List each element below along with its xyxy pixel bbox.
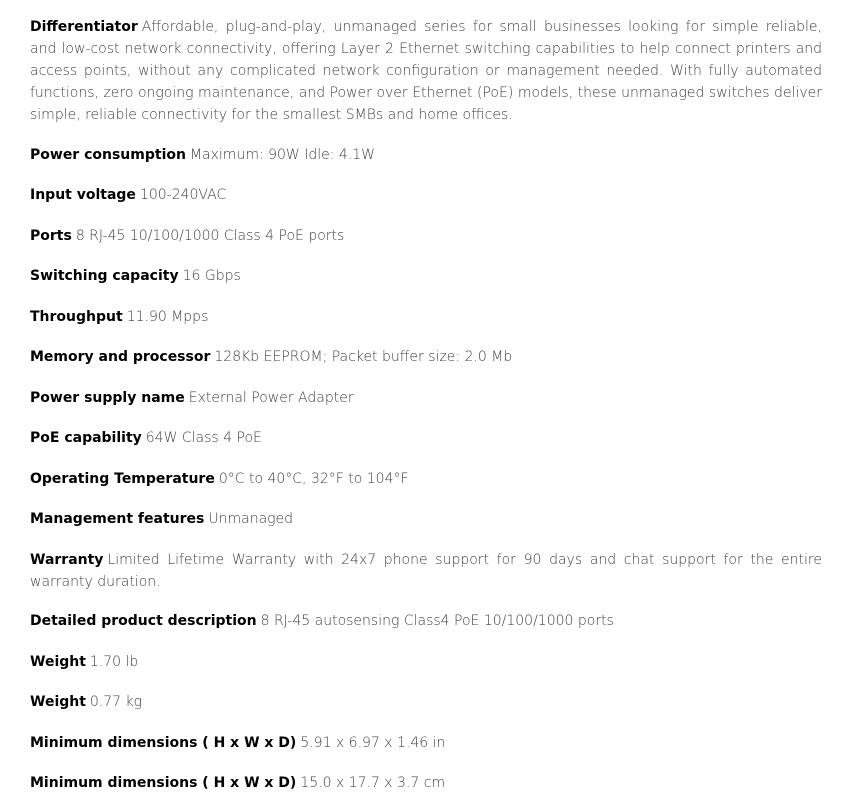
spec-dimensions-in <box>30 732 822 754</box>
spec-dimensions-cm <box>30 772 822 794</box>
spec-label: Weight <box>30 694 86 710</box>
spec-label: Operating Temperature <box>30 470 215 487</box>
spec-label: Power supply name <box>30 389 185 406</box>
spec-value: 0°C to 40°C, 32°F to 104°F <box>218 470 409 487</box>
spec-value: 8 RJ-45 10/100/1000 Class 4 PoE ports <box>75 227 345 244</box>
spec-value: 64W Class 4 PoE <box>145 430 262 446</box>
spec-detailed-product-description <box>30 610 822 632</box>
spec-power-supply-name <box>30 387 822 409</box>
spec-label: Throughput <box>30 308 123 325</box>
spec-value: Unmanaged <box>208 511 294 527</box>
spec-label: Differentiator <box>30 19 138 35</box>
spec-throughput <box>30 306 822 328</box>
spec-value: 128Kb EEPROM; Packet buffer size: 2.0 Mb <box>214 349 513 365</box>
spec-value: 16 Gbps <box>182 268 241 284</box>
spec-ports <box>30 225 822 247</box>
spec-warranty <box>30 549 822 593</box>
spec-label: Management features <box>30 511 205 527</box>
spec-weight-kg <box>30 691 822 713</box>
spec-operating-temperature <box>30 468 822 490</box>
spec-management-features <box>30 508 822 530</box>
spec-poe-capability <box>30 427 822 449</box>
spec-memory-and-processor <box>30 346 822 368</box>
spec-value: 5.91 x 6.97 x 1.46 in <box>300 734 446 751</box>
spec-value: External Power Adapter <box>188 389 354 406</box>
spec-label: Minimum dimensions ( H x W x D) <box>30 775 297 791</box>
spec-switching-capacity <box>30 265 822 287</box>
spec-label: Warranty <box>30 551 104 568</box>
spec-weight-lb <box>30 651 822 673</box>
spec-value: 100-240VAC <box>139 187 227 203</box>
spec-list <box>30 16 822 794</box>
spec-value: Maximum: 90W Idle: 4.1W <box>189 146 376 163</box>
spec-label: Weight <box>30 653 86 670</box>
spec-label: Ports <box>30 227 72 244</box>
spec-value: 11.90 Mpps <box>126 308 209 325</box>
spec-label: Minimum dimensions ( H x W x D) <box>30 734 297 751</box>
spec-value: Affordable, plug-and-play, unmanaged series for small businesses looking for simple reliable, and low-cost network connectivity, offering Layer 2 Ethernet switching capabilities to help connect printers and access points, without any complicated network configuration or management needed. With fully automated functions, zero ongoing maintenance, and Power over Ethernet (PoE) models, these unmanaged switches deliver simple, reliable connectivity for the smallest SMBs and home offices. <box>30 19 822 123</box>
spec-label: Input voltage <box>30 187 136 203</box>
spec-value: 0.77 kg <box>89 694 143 710</box>
spec-power-consumption <box>30 144 822 166</box>
spec-value: 15.0 x 17.7 x 3.7 cm <box>300 775 446 791</box>
spec-value: 1.70 lb <box>89 653 139 670</box>
spec-label: Detailed product description <box>30 613 257 629</box>
spec-differentiator <box>30 16 822 126</box>
spec-value: 8 RJ-45 autosensing Class4 PoE 10/100/1000 ports <box>260 613 614 629</box>
spec-value: Limited Lifetime Warranty with 24x7 phone support for 90 days and chat support for the entire warranty duration. <box>30 551 822 590</box>
spec-label: Power consumption <box>30 146 186 163</box>
spec-input-voltage <box>30 184 822 206</box>
spec-label: PoE capability <box>30 430 142 446</box>
spec-label: Switching capacity <box>30 268 179 284</box>
spec-label: Memory and processor <box>30 349 211 365</box>
